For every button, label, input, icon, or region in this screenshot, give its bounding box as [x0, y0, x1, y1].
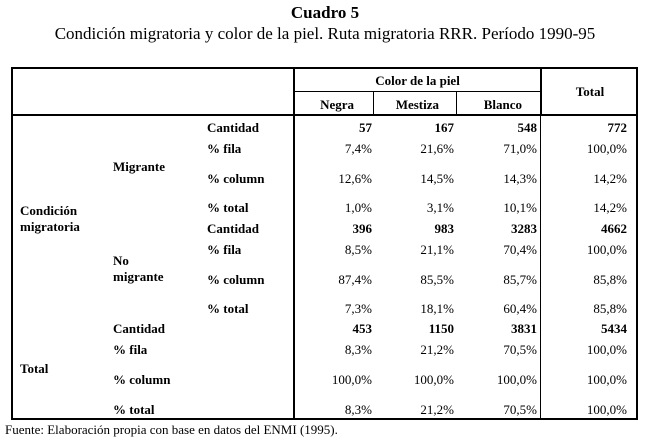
table-cell: 3283 [511, 221, 537, 236]
table-cell: 10,1% [503, 200, 537, 215]
table-cell: 70,5% [503, 342, 537, 357]
stat-label: % column [207, 171, 265, 186]
stat-label: % total [113, 402, 155, 417]
table-cell: 14,5% [420, 171, 454, 186]
stat-label: % column [207, 272, 265, 287]
group-label-migrante: Migrante [113, 159, 165, 174]
table-cell: 100,0% [586, 342, 627, 357]
table-cell: 100,0% [586, 402, 627, 417]
group-label-no: No [113, 253, 129, 268]
table-cell: 8,3% [344, 342, 372, 357]
table-cell: 70,4% [503, 242, 537, 257]
column-header-blanco: Blanco [483, 97, 522, 112]
table-cell: 14,2% [593, 200, 627, 215]
table-cell: 453 [352, 321, 372, 336]
table-cell: 3831 [511, 321, 537, 336]
row-header-condicion: Condición [20, 203, 78, 218]
table-cell: 21,2% [420, 402, 454, 417]
table-cell: 1150 [428, 321, 454, 336]
table-cell: 8,5% [344, 242, 372, 257]
table-cell: 87,4% [338, 272, 372, 287]
table-cell: 85,8% [593, 301, 627, 316]
table-cell: 85,5% [420, 272, 454, 287]
table-cell: 983 [434, 221, 454, 236]
stat-label: Cantidad [207, 221, 260, 236]
stat-label: % column [113, 372, 171, 387]
table-cell: 57 [359, 120, 372, 135]
header-bottom-rule [11, 114, 638, 116]
table-cell: 5434 [601, 321, 627, 336]
source-note: Fuente: Elaboración propia con base en datos del ENMI (1995). [5, 422, 338, 437]
total-column-header: Total [575, 84, 605, 99]
table-cell: 8,3% [344, 402, 372, 417]
stat-label: % fila [207, 242, 242, 257]
table-cell: 12,6% [338, 171, 372, 186]
table-cell: 85,7% [503, 272, 537, 287]
table-cell: 100,0% [496, 372, 537, 387]
table-cell: 100,0% [413, 372, 454, 387]
stat-label: % total [207, 200, 249, 215]
color-de-la-piel-header: Color de la piel [375, 73, 460, 88]
column-header-mestiza: Mestiza [395, 97, 439, 112]
table-cell: 100,0% [586, 242, 627, 257]
table-cell: 3,1% [426, 200, 454, 215]
stat-label: % fila [113, 342, 148, 357]
table-cell: 100,0% [331, 372, 372, 387]
stat-label: Cantidad [207, 120, 260, 135]
group-header-underline [293, 91, 541, 92]
group-label-total: Total [20, 361, 49, 376]
table-cell: 71,0% [503, 141, 537, 156]
table-cell: 548 [517, 120, 537, 135]
table-cell: 70,5% [503, 402, 537, 417]
table-cell: 60,4% [503, 301, 537, 316]
table-cell: 7,3% [344, 301, 372, 316]
table-cell: 4662 [601, 221, 627, 236]
table-cell: 100,0% [586, 372, 627, 387]
table-cell: 7,4% [344, 141, 372, 156]
table-cell: 100,0% [586, 141, 627, 156]
table-cell: 1,0% [344, 200, 372, 215]
group-label-migrante-2: migrante [113, 269, 164, 284]
table-cell: 167 [434, 120, 454, 135]
table-cell: 14,3% [503, 171, 537, 186]
table-cell: 396 [352, 221, 372, 236]
total-column-divider-body [540, 115, 541, 420]
table-cell: 21,6% [420, 141, 454, 156]
row-header-migratoria: migratoria [20, 219, 80, 234]
stat-label: % fila [207, 141, 242, 156]
column-header-negra: Negra [320, 97, 354, 112]
table-subtitle: Condición migratoria y color de la piel. Ruta migratoria RRR. Período 1990-95 [54, 24, 596, 43]
stat-label: % total [207, 301, 249, 316]
stat-label: Cantidad [113, 321, 166, 336]
table-cell: 18,1% [420, 301, 454, 316]
table-title: Cuadro 5 [290, 3, 360, 22]
table-cell: 21,2% [420, 342, 454, 357]
table-cell: 85,8% [593, 272, 627, 287]
table-cell: 21,1% [420, 242, 454, 257]
table-cell: 772 [607, 120, 627, 135]
table-cell: 14,2% [593, 171, 627, 186]
